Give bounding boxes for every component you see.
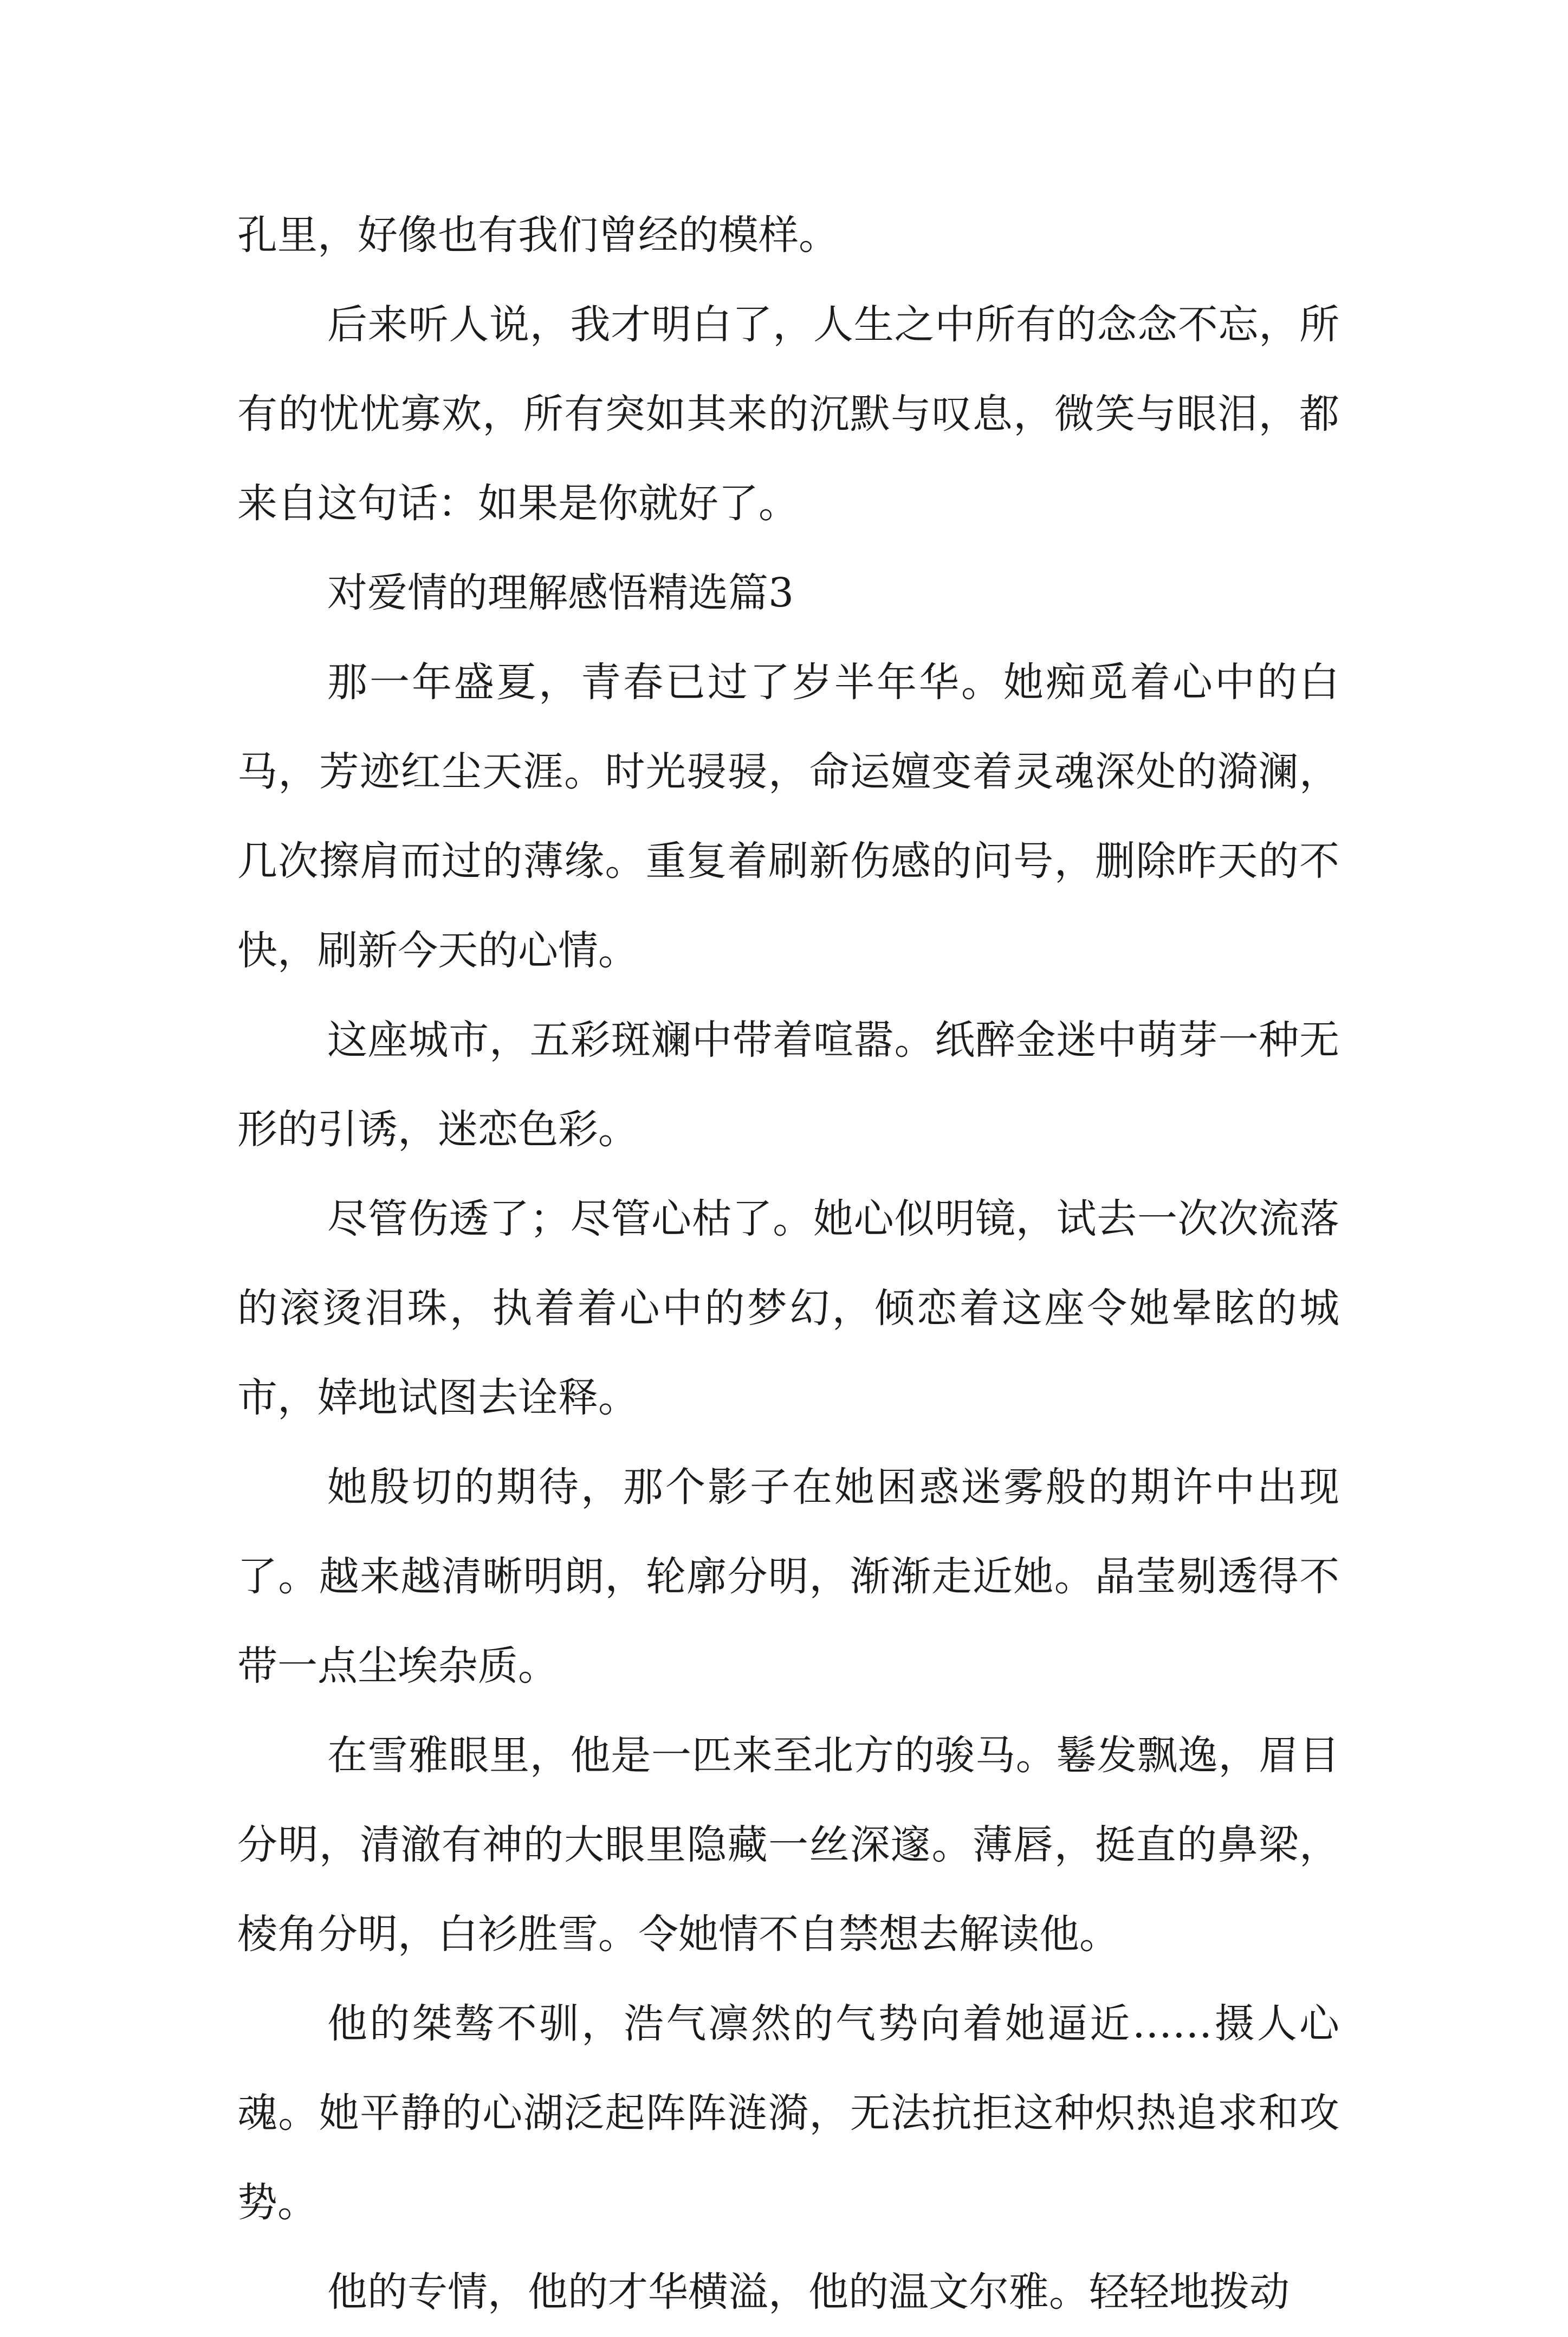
paragraph: 这座城市，五彩斑斓中带着喧嚣。纸醉金迷中萌芽一种无形的引诱，迷恋色彩。 (237, 1017, 1339, 1153)
paragraph: 尽管伤透了；尽管心枯了。她心似明镜，试去一次次流落的滚烫泪珠，执着着心中的梦幻，倾恋着这座令她晕眩的城市，婞地试图去诠释。 (237, 1196, 1339, 1421)
paragraph: 他的桀骜不驯，浩气凛然的气势向着她逼近……摄人心魂。她平静的心湖泛起阵阵涟漪，无法抗拒这种炽热追求和攻势。 (237, 2000, 1339, 2226)
paragraph: 她殷切的期待，那个影子在她困惑迷雾般的期许中出现了。越来越清晰明朗，轮廓分明，渐渐走近她。晶莹剔透得不带一点尘埃杂质。 (237, 1464, 1339, 1689)
section-heading: 对爱情的理解感悟精选篇3 (327, 570, 794, 616)
paragraph-continuation: 孔里，好像也有我们曾经的模样。 (237, 212, 839, 259)
paragraph: 后来听人说，我才明白了，人生之中所有的念念不忘，所有的忧忧寡欢，所有突如其来的沉默与叹息，微笑与眼泪，都来自这句话：如果是你就好了。 (237, 301, 1339, 527)
paragraph: 那一年盛夏，青春已过了岁半年华。她痴觅着心中的白马，芳迹红尘天涯。时光骎骎，命运嬗变着灵魂深处的漪澜，几次擦肩而过的薄缘。重复着刷新伤感的问号，删除昨天的不快，刷新今天的心情。 (237, 659, 1339, 974)
paragraph: 他的专情，他的才华横溢，他的温文尔雅。轻轻地拨动 (327, 2269, 1290, 2315)
document-body (237, 191, 1339, 2337)
paragraph: 在雪雅眼里，他是一匹来至北方的骏马。鬈发飘逸，眉目分明，清澈有神的大眼里隐藏一丝深邃。薄唇，挺直的鼻梁，棱角分明，白衫胜雪。令她情不自禁想去解读他。 (237, 1732, 1339, 1958)
